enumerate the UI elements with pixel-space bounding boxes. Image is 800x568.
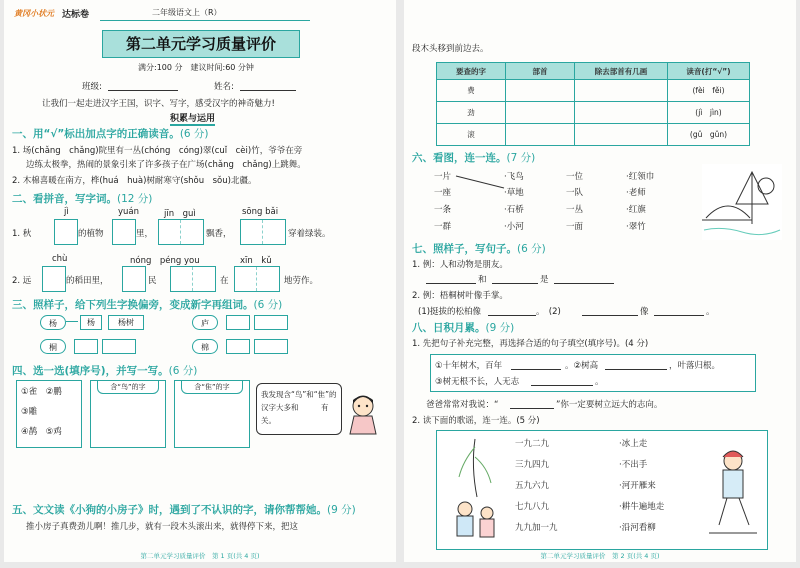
s2-line2-part2: 的稻田里， xyxy=(66,276,109,286)
section-banner: 积累与运用 xyxy=(170,111,215,126)
s7-q2-blank-3[interactable] xyxy=(654,315,704,316)
s6-a-2[interactable]: 一座 xyxy=(434,188,452,198)
header-rule xyxy=(100,20,310,21)
s5-text-cont: 段木头移到前边去。 xyxy=(412,44,489,54)
s2-line2-part5: 地劳作。 xyxy=(284,276,319,286)
s6-a-4[interactable]: 一群 xyxy=(434,222,452,232)
s3-example-new: 杨 xyxy=(80,315,102,330)
s3-example-char: 杨 xyxy=(40,315,66,330)
s8-nine-3[interactable]: 五九六九 xyxy=(515,481,550,491)
right-footer: 第二单元学习质量评价 第 2 页(共 4 页) xyxy=(540,552,660,560)
s8-act-5[interactable]: ·沿河看柳 xyxy=(619,523,656,533)
cell-radical[interactable] xyxy=(506,102,575,124)
pinyin-yuan: yuán xyxy=(118,207,140,217)
table-row xyxy=(437,80,750,102)
write-grid-ji[interactable] xyxy=(54,219,78,245)
s7-q2-blank-2[interactable] xyxy=(582,315,638,316)
s3-lu-word[interactable] xyxy=(254,315,288,330)
s6-connect-line xyxy=(454,172,506,192)
s8-act-4[interactable]: ·耕牛遍地走 xyxy=(619,502,665,512)
s4-bird-column[interactable] xyxy=(90,380,166,448)
s7-q2: 2. 例：梧桐树叶像手掌。 xyxy=(412,291,508,301)
cell-pronunciation[interactable]: (fèi fěi) xyxy=(668,80,750,102)
pinyin-xinku: xīn kǔ xyxy=(240,256,272,266)
s6-b-1[interactable]: ·飞鸟 xyxy=(504,172,524,182)
pinyin-chu: chù xyxy=(52,254,68,264)
cell-char: 劲 xyxy=(437,102,506,124)
cell-pronunciation[interactable]: (jì jìn) xyxy=(668,102,750,124)
s8-nine-1[interactable]: 一九二九 xyxy=(515,439,550,449)
s6-c-4[interactable]: 一面 xyxy=(566,222,584,232)
th-char: 要查的字 xyxy=(437,63,506,80)
s8-nine-2[interactable]: 三九四九 xyxy=(515,460,550,470)
s8-act-1[interactable]: ·冰上走 xyxy=(619,439,648,449)
s8-proverb-3: ，叶落归根。 xyxy=(669,361,721,371)
s8-act-2[interactable]: ·不出手 xyxy=(619,460,648,470)
cell-strokes[interactable] xyxy=(575,102,668,124)
s7-q2-part4: 。 xyxy=(706,307,715,317)
s7-q2-part1: (1)挺拔的松柏像 xyxy=(418,307,482,317)
cell-radical[interactable] xyxy=(506,124,575,146)
children-snow-illustration-icon xyxy=(443,437,507,541)
s5-text: 推小房子真费劲儿啊！推几步，就有一段木头滚出来，就得停下来，把这 xyxy=(26,522,299,532)
s1-q1-line1: 1. 场(chǎng chǎng)院里有一丛(chóng cóng)翠(cuǐ cèi)竹，爷爷在旁 xyxy=(12,146,303,156)
s6-d-2[interactable]: ·老师 xyxy=(626,188,646,198)
s1-q1-line2: 边练太极拳，热闹的景象引来了许多孩子在广场(chǎng chǎng)上跳舞。 xyxy=(26,160,306,170)
s4-options-2: ③雕 xyxy=(21,407,38,417)
s3-tong-new[interactable] xyxy=(74,339,98,354)
pinyin-songbai: sōng bǎi xyxy=(242,207,279,217)
class-field[interactable] xyxy=(108,90,178,91)
write-grid-chu[interactable] xyxy=(42,266,66,292)
s3-arrow xyxy=(66,321,78,322)
s7-q1-blank-2[interactable] xyxy=(492,283,538,284)
s6-d-4[interactable]: ·翠竹 xyxy=(626,222,646,232)
table-row xyxy=(437,102,750,124)
name-field[interactable] xyxy=(240,90,296,91)
s8-proverb-4: ③树无根不长，人无志 xyxy=(435,377,520,387)
section-6-title: 六、看图，连一连。(7 分) xyxy=(412,152,536,164)
cell-char: 费 xyxy=(437,80,506,102)
s3-mian-word[interactable] xyxy=(254,339,288,354)
s4-options-3: ④鹊 ⑤鸡 xyxy=(21,427,62,437)
s2-line1-part4: 飘香， xyxy=(206,229,232,239)
s2-line2-part3: 民 xyxy=(148,276,157,286)
s6-d-1[interactable]: ·红领巾 xyxy=(626,172,655,182)
s2-line1-start: 1. 秋 xyxy=(12,229,32,239)
section-4-title: 四、选一选(填序号)，并写一写。(6 分) xyxy=(12,365,198,377)
s8-song-box xyxy=(436,430,768,550)
s2-line2-part4: 在 xyxy=(220,276,229,286)
write-grid-jingui[interactable] xyxy=(158,219,204,245)
girl-illustration-icon xyxy=(346,392,380,436)
s3-example-word: 杨树 xyxy=(108,315,144,330)
page-title: 第二单元学习质量评价 xyxy=(102,30,300,58)
s8-proverb-5: 。 xyxy=(595,377,604,387)
brand-logo: 黄冈小状元 xyxy=(14,9,54,18)
th-radical: 部首 xyxy=(506,63,575,80)
intro-text: 让我们一起走进汉字王国，识字、写字，感受汉字的神奇魅力! xyxy=(42,99,275,109)
th-strokes: 除去部首有几画 xyxy=(575,63,668,80)
s6-b-2[interactable]: ·草地 xyxy=(504,188,524,198)
s4-zhui-header: 含“隹”的字 xyxy=(181,380,243,394)
write-grid-nong[interactable] xyxy=(122,266,146,292)
name-label: 姓名: xyxy=(214,82,234,92)
s8-dad-text-2: ”你一定要树立远大的志向。 xyxy=(556,400,663,410)
s7-q1-blank-3[interactable] xyxy=(554,283,614,284)
s8-proverb-blank-1[interactable] xyxy=(511,369,561,370)
s6-c-3[interactable]: 一丛 xyxy=(566,205,584,215)
s3-char-tong: 桐 xyxy=(40,339,66,354)
s6-c-2[interactable]: 一队 xyxy=(566,188,584,198)
s7-q1-shi: 是 xyxy=(540,275,549,285)
pinyin-ji: jì xyxy=(64,207,69,217)
section-1-title: 一、用“√”标出加点字的正确读音。(6 分) xyxy=(12,128,209,140)
s8-proverb-2: 。②树高 xyxy=(565,361,599,371)
section-2-title: 二、看拼音，写字词。(12 分) xyxy=(12,193,153,205)
s8-proverb-1: ①十年树木，百年 xyxy=(435,361,503,371)
s4-bird-header: 含“鸟”的字 xyxy=(97,380,159,394)
s6-a-3[interactable]: 一条 xyxy=(434,205,452,215)
bridge-scene-illustration-icon xyxy=(702,164,782,240)
s7-q2-part3: 像 xyxy=(640,307,649,317)
class-label: 班级: xyxy=(82,82,102,92)
s4-speech-bubble: 我发现含“鸟”和“隹”的汉字大多和 有关。 xyxy=(256,383,342,435)
cell-strokes[interactable] xyxy=(575,124,668,146)
s3-tong-word[interactable] xyxy=(102,339,136,354)
th-pronunciation: 读音(打“√”) xyxy=(668,63,750,80)
left-page xyxy=(4,0,396,562)
s8-dad-text: 爸爸常常对我说：“ xyxy=(426,400,499,410)
s6-c-1[interactable]: 一位 xyxy=(566,172,584,182)
brand-tag: 达标卷 xyxy=(62,10,90,20)
write-grid-songbai[interactable] xyxy=(240,219,286,245)
s8-proverb-blank-2[interactable] xyxy=(605,369,667,370)
s8-q2: 2. 读下面的歌谣，连一连。(5 分) xyxy=(412,416,540,426)
s2-line1-part3: 里， xyxy=(136,229,154,239)
s7-q2-blank-1[interactable] xyxy=(488,315,536,316)
s7-q1-he: 和 xyxy=(478,275,487,285)
left-footer: 第二单元学习质量评价 第 1 页(共 4 页) xyxy=(140,552,260,560)
s6-a-1[interactable]: 一片 xyxy=(434,172,452,182)
pinyin-nongpengyou: nóng péng you xyxy=(130,256,200,266)
s4-options-1: ①雀 ②鹏 xyxy=(21,387,62,397)
s7-q1: 1. 例：人和动物是朋友。 xyxy=(412,260,508,270)
s8-proverb-blank-3[interactable] xyxy=(531,385,593,386)
pinyin-jingui: jīn guì xyxy=(164,209,196,219)
score-time: 满分:100 分 建议时间:60 分钟 xyxy=(138,63,254,72)
skater-illustration-icon xyxy=(705,445,761,541)
s7-q2-part2: 。 (2) xyxy=(536,307,561,317)
write-grid-xinku[interactable] xyxy=(234,266,280,292)
s6-d-3[interactable]: ·红旗 xyxy=(626,205,646,215)
right-page xyxy=(404,0,796,562)
s4-zhui-column[interactable] xyxy=(174,380,250,448)
section-5-title: 五、文文读《小狗的小房子》时，遇到了不认识的字，请你帮帮她。(9 分) xyxy=(12,504,356,516)
s8-act-3[interactable]: ·河开雁来 xyxy=(619,481,656,491)
s8-dad-blank[interactable] xyxy=(510,408,554,409)
s2-line1-part2: 的植物 xyxy=(78,229,104,239)
section-8-title: 八、日积月累。(9 分) xyxy=(412,322,515,334)
s8-nine-5[interactable]: 九九加一九 xyxy=(515,523,558,533)
s3-lu-new[interactable] xyxy=(226,315,250,330)
write-grid-yuan[interactable] xyxy=(112,219,136,245)
write-grid-pengyou[interactable] xyxy=(170,266,216,292)
s1-q2: 2. 木棉喜暖在南方，桦(huá huà)树耐寒守(shǒu sǒu)北疆。 xyxy=(12,176,257,186)
s8-q1: 1. 先把句子补充完整，再选择合适的句子填空(填序号)。(4 分) xyxy=(412,339,649,349)
cell-pronunciation[interactable]: (gǔ gǔn) xyxy=(668,124,750,146)
dictionary-table xyxy=(436,62,750,146)
s8-nine-4[interactable]: 七九八九 xyxy=(515,502,550,512)
s7-q1-blank-1[interactable] xyxy=(426,283,476,284)
s2-line2-start: 2. 远 xyxy=(12,276,32,286)
cell-radical[interactable] xyxy=(506,80,575,102)
section-7-title: 七、照样子，写句子。(6 分) xyxy=(412,243,546,255)
section-3-title: 三、照样子，给下列生字换偏旁，变成新字再组词。(6 分) xyxy=(12,299,283,311)
cell-char: 滚 xyxy=(437,124,506,146)
s2-line1-part5: 穿着绿装。 xyxy=(288,229,331,239)
s8-proverb-box xyxy=(430,354,756,392)
grade-label: 二年级语文上（R） xyxy=(152,8,222,17)
s6-b-4[interactable]: ·小河 xyxy=(504,222,524,232)
table-header-row xyxy=(437,63,750,80)
s3-mian-new[interactable] xyxy=(226,339,250,354)
s6-b-3[interactable]: ·石桥 xyxy=(504,205,524,215)
s3-char-lu: 庐 xyxy=(192,315,218,330)
table-row xyxy=(437,124,750,146)
cell-strokes[interactable] xyxy=(575,80,668,102)
s3-char-mian: 棉 xyxy=(192,339,218,354)
s4-options-box xyxy=(16,380,82,448)
